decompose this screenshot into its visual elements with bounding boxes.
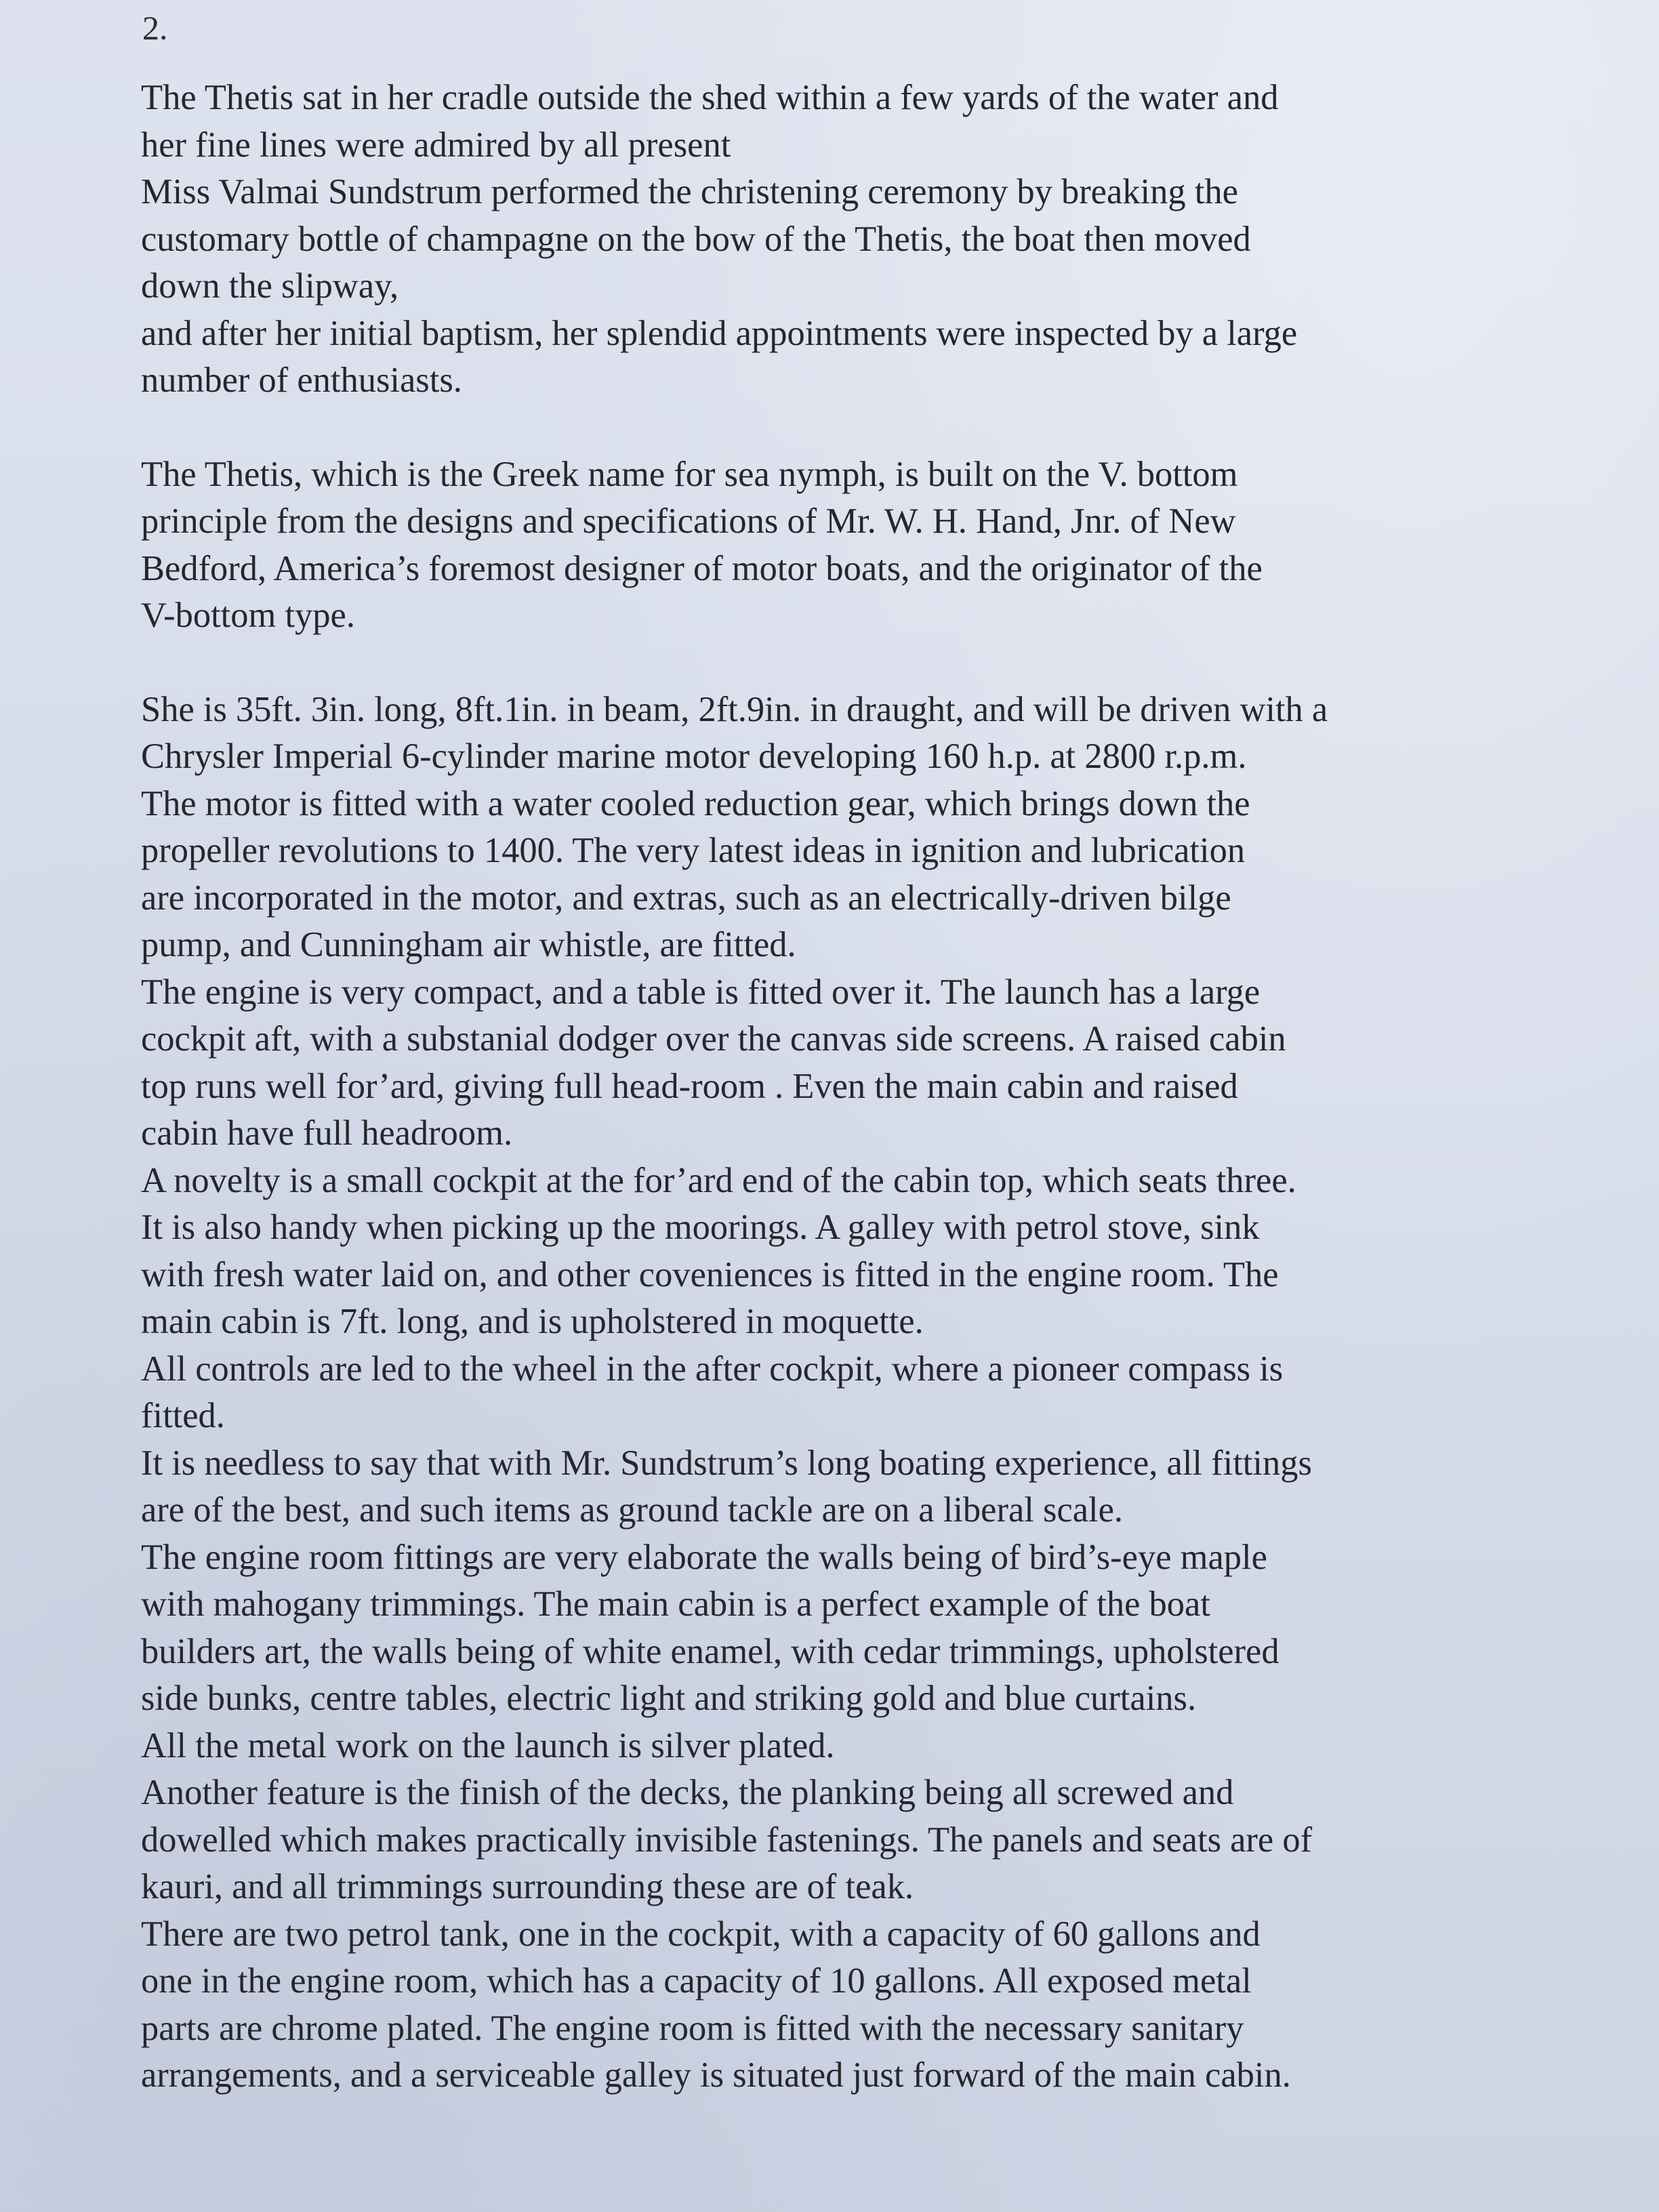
text-line: pump, and Cunningham air whistle, are fitted. — [141, 925, 796, 964]
text-line: She is 35ft. 3in. long, 8ft.1in. in beam, 2ft.9in. in draught, and will be driven with a — [141, 689, 1328, 729]
text-line: parts are chrome plated. The engine room is fitted with the necessary sanitary — [141, 2008, 1244, 2048]
text-line: down the slipway, — [141, 266, 399, 306]
text-line: Chrysler Imperial 6-cylinder marine motor developing 160 h.p. at 2800 r.p.m. — [141, 737, 1247, 776]
text-line: side bunks, centre tables, electric light and striking gold and blue curtains. — [141, 1679, 1197, 1718]
text-line: The engine is very compact, and a table is fitted over it. The launch has a large — [141, 972, 1261, 1012]
text-line: Another feature is the finish of the decks, the planking being all screwed and — [141, 1773, 1234, 1812]
text-line: one in the engine room, which has a capacity of 10 gallons. All exposed metal — [141, 1961, 1252, 2001]
text-line: are incorporated in the motor, and extras, such as an electrically-driven bilge — [141, 878, 1231, 918]
text-line: V-bottom type. — [141, 596, 355, 635]
text-line: The motor is fitted with a water cooled reduction gear, which brings down the — [141, 783, 1250, 823]
text-line: customary bottle of champagne on the bow of the Thetis, the boat then moved — [141, 219, 1251, 259]
text-line: There are two petrol tank, one in the cockpit, with a capacity of 60 gallons and — [141, 1914, 1261, 1954]
paragraph — [141, 687, 1537, 2100]
text-line: A novelty is a small cockpit at the for’ard end of the cabin top, which seats three. — [141, 1160, 1296, 1200]
text-line: All controls are led to the wheel in the after cockpit, where a pioneer compass is — [141, 1349, 1284, 1389]
text-line: cockpit aft, with a substanial dodger over the canvas side screens. A raised cabin — [141, 1019, 1286, 1059]
text-line: and after her initial baptism, her splendid appointments were inspected by a large — [141, 313, 1298, 353]
text-line: It is also handy when picking up the moorings. A galley with petrol stove, sink — [141, 1208, 1260, 1247]
text-line: principle from the designs and specifications of Mr. W. H. Hand, Jnr. of New — [141, 501, 1236, 541]
text-line: propeller revolutions to 1400. The very latest ideas in ignition and lubrication — [141, 831, 1246, 870]
text-line: main cabin is 7ft. long, and is upholstered in moquette. — [141, 1302, 924, 1341]
text-line: cabin have full headroom. — [141, 1113, 513, 1153]
text-line: builders art, the walls being of white enamel, with cedar trimmings, upholstered — [141, 1631, 1279, 1671]
text-line: kauri, and all trimmings surrounding these are of teak. — [141, 1867, 914, 1906]
text-line: with fresh water laid on, and other coveniences is fitted in the engine room. The — [141, 1254, 1279, 1294]
text-line: fitted. — [141, 1396, 225, 1435]
text-line: All the metal work on the launch is silver plated. — [141, 1725, 835, 1765]
text-line: number of enthusiasts. — [141, 361, 462, 400]
text-line: It is needless to say that with Mr. Sundstrum’s long boating experience, all fittings — [141, 1443, 1312, 1483]
document-body — [141, 75, 1537, 2100]
text-line: Miss Valmai Sundstrum performed the christening ceremony by breaking the — [141, 172, 1238, 211]
text-line: The Thetis, which is the Greek name for sea nymph, is built on the V. bottom — [141, 454, 1238, 494]
text-line: with mahogany trimmings. The main cabin is a perfect example of the boat — [141, 1584, 1210, 1624]
text-line: are of the best, and such items as ground tackle are on a liberal scale. — [141, 1490, 1124, 1530]
text-line: Bedford, America’s foremost designer of motor boats, and the originator of the — [141, 548, 1263, 588]
text-line: The engine room fittings are very elaborate the walls being of bird’s-eye maple — [141, 1537, 1267, 1577]
text-line: dowelled which makes practically invisible fastenings. The panels and seats are of — [141, 1820, 1313, 1860]
text-line: top runs well for’ard, giving full head-room . Even the main cabin and raised — [141, 1066, 1238, 1106]
text-line: The Thetis sat in her cradle outside the shed within a few yards of the water and — [141, 78, 1279, 117]
paragraph — [141, 451, 1537, 640]
page-number: 2. — [142, 9, 168, 47]
text-line: her fine lines were admired by all present — [141, 125, 731, 165]
paragraph — [141, 75, 1537, 405]
text-line: arrangements, and a serviceable galley is situated just forward of the main cabin. — [141, 2055, 1291, 2095]
